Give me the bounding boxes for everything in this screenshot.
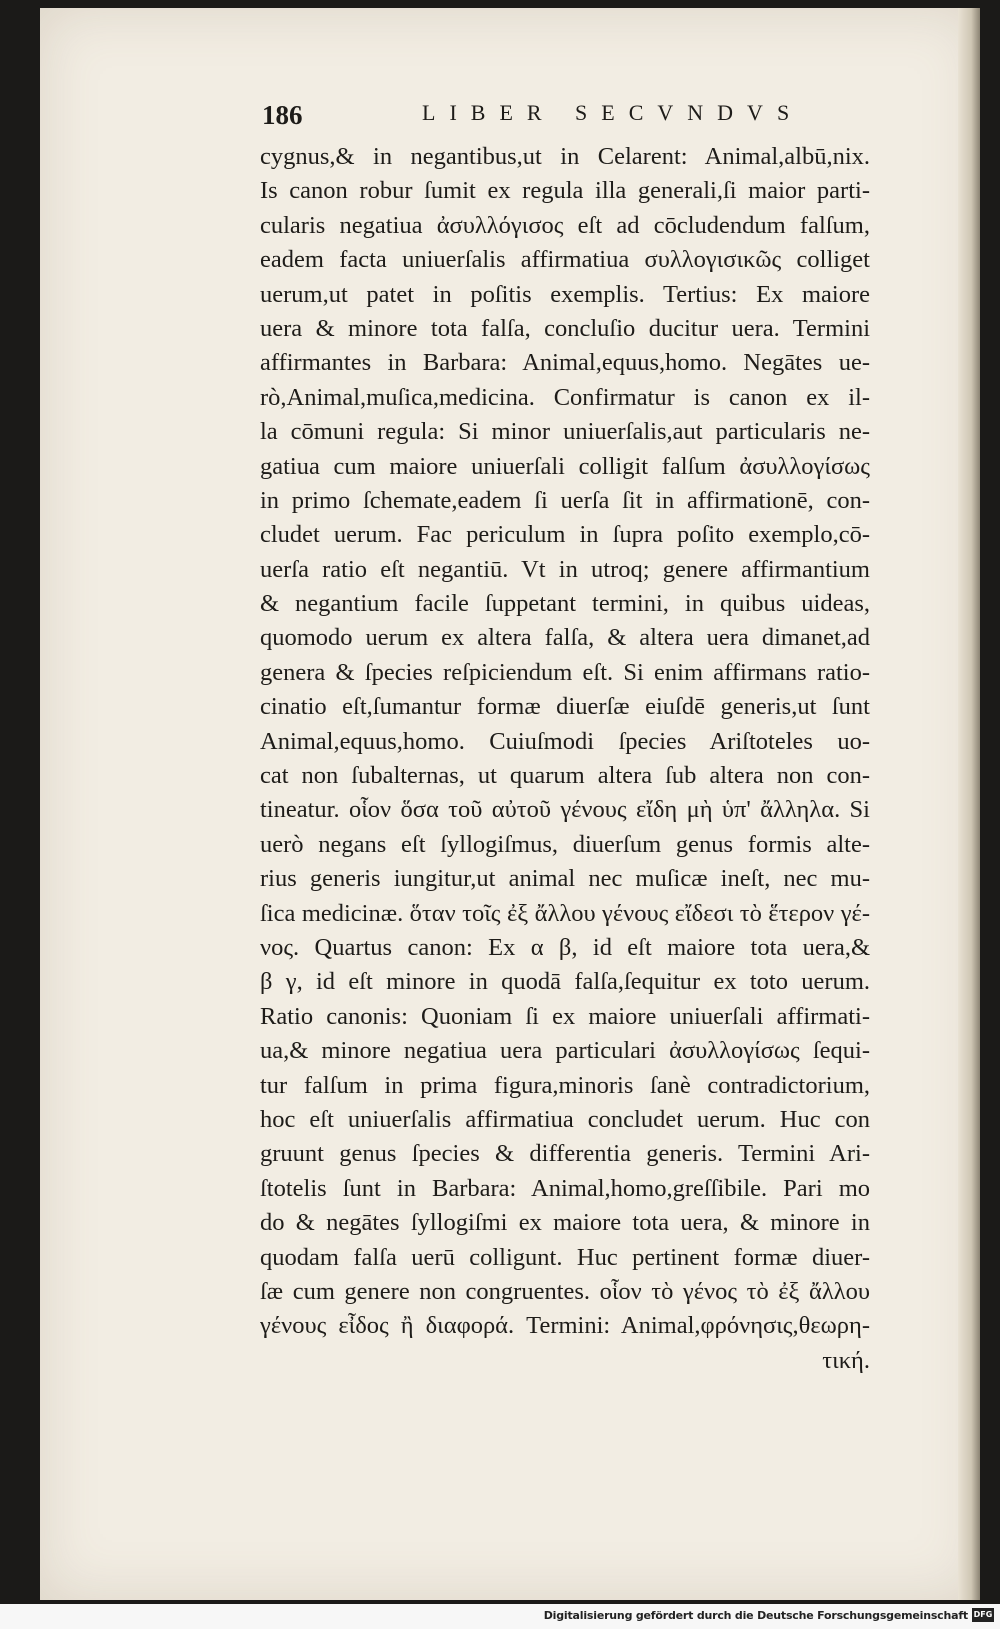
text-line: ſica medicinæ. ὅταν τοῖς ἐξ ἄλλου γένους εἴδεσι τὸ ἕτερον γέ-	[260, 899, 870, 927]
text-line: gatiua cum maiore uniuerſali colligit falſum ἀσυλλογίσως	[260, 452, 870, 480]
text-line: rius generis iungitur,ut animal nec muſicæ ineſt, nec mu-	[260, 865, 870, 893]
text-line: tur falſum in prima figura,minoris ſanè contradictorium,	[260, 1071, 870, 1099]
text-line: uera & minore tota falſa, concluſio ducitur uera. Termini	[260, 314, 870, 342]
text-line: uerò negans eſt ſyllogiſmus, diuerſum genus formis alte-	[260, 830, 870, 858]
text-line: genera & ſpecies reſpiciendum eſt. Si enim affirmans ratio-	[260, 658, 870, 686]
text-line: & negantium facile ſuppetant termini, in quibus uideas,	[260, 590, 870, 618]
text-line: τική.	[822, 1346, 870, 1374]
text-line: β γ, id eſt minore in quodā falſa,ſequitur ex toto uerum.	[260, 968, 870, 996]
text-line: ua,& minore negatiua uera particulari ἀσυλλογίσως ſequi-	[260, 1037, 870, 1065]
text-line: rò,Animal,muſica,medicina. Confirmatur is canon ex il-	[260, 383, 870, 411]
dfg-logo: DFG	[972, 1608, 994, 1622]
body-text	[260, 140, 870, 1378]
text-line: eadem facta uniuerſalis affirmatiua συλλογισικῶς colliget	[260, 246, 870, 274]
text-line: γένους εἶδος ἢ διαφορά. Termini: Animal,φρόνησις,θεωρη-	[260, 1312, 870, 1340]
text-line: Animal,equus,homo. Cuiuſmodi ſpecies Ariſtoteles uo-	[260, 727, 870, 755]
text-line: ſtotelis ſunt in Barbara: Animal,homo,greſſibile. Pari mo	[260, 1174, 870, 1202]
text-line: uerum,ut patet in poſitis exemplis. Tertius: Ex maiore	[260, 280, 870, 308]
page-fore-edge	[958, 8, 980, 1600]
text-line: Is canon robur ſumit ex regula illa generali,ſi maior parti-	[260, 177, 870, 205]
text-line: la cōmuni regula: Si minor uniuerſalis,aut particularis ne-	[260, 418, 870, 446]
text-line: cinatio eſt,ſumantur formæ diuerſæ eiuſdē generis,ut ſunt	[260, 693, 870, 721]
text-line: νος. Quartus canon: Ex α β, id eſt maiore tota uera,&	[260, 933, 870, 961]
running-title: LIBER SECVNDVS	[422, 100, 804, 125]
text-line: quomodo uerum ex altera falſa, & altera uera dimanet,ad	[260, 624, 870, 652]
text-line: cludet uerum. Fac periculum in ſupra poſito exemplo,cō-	[260, 521, 870, 549]
funding-credit: Digitalisierung gefördert durch die Deutsche Forschungsgemeinschaft	[543, 1609, 968, 1622]
text-line: in primo ſchemate,eadem ſi uerſa ſit in affirmationē, con-	[260, 486, 870, 514]
text-line: cularis negatiua ἀσυλλόγισος eſt ad cōcludendum falſum,	[260, 211, 870, 239]
text-line: gruunt genus ſpecies & differentia generis. Termini Ari-	[260, 1140, 870, 1168]
text-line: quodam falſa uerū colligunt. Huc pertinent formæ diuer-	[260, 1243, 870, 1271]
text-line: ſæ cum genere non congruentes. οἷον τὸ γένος τὸ ἐξ ἄλλου	[260, 1277, 870, 1305]
page-header	[262, 100, 862, 136]
text-line: Ratio canonis: Quoniam ſi ex maiore uniuerſali affirmati-	[260, 1002, 870, 1030]
text-line: affirmantes in Barbara: Animal,equus,homo. Negātes ue-	[260, 349, 870, 377]
text-line: cat non ſubalternas, ut quarum altera ſub altera non con-	[260, 762, 870, 790]
digitization-footer	[0, 1604, 1000, 1629]
text-line: hoc eſt uniuerſalis affirmatiua concludet uerum. Huc con	[260, 1105, 870, 1133]
text-line: cygnus,& in negantibus,ut in Celarent: Animal,albū,nix.	[260, 143, 870, 170]
text-line: tineatur. οἷον ὅσα τοῦ αὐτοῦ γένους εἴδη μὴ ὑπ' ἄλληλα. Si	[260, 796, 870, 824]
text-line: uerſa ratio eſt negantiū. Vt in utroq; genere affirmantium	[260, 555, 870, 583]
page-number: 186	[262, 100, 303, 130]
text-line: do & negātes ſyllogiſmi ex maiore tota uera, & minore in	[260, 1209, 870, 1237]
